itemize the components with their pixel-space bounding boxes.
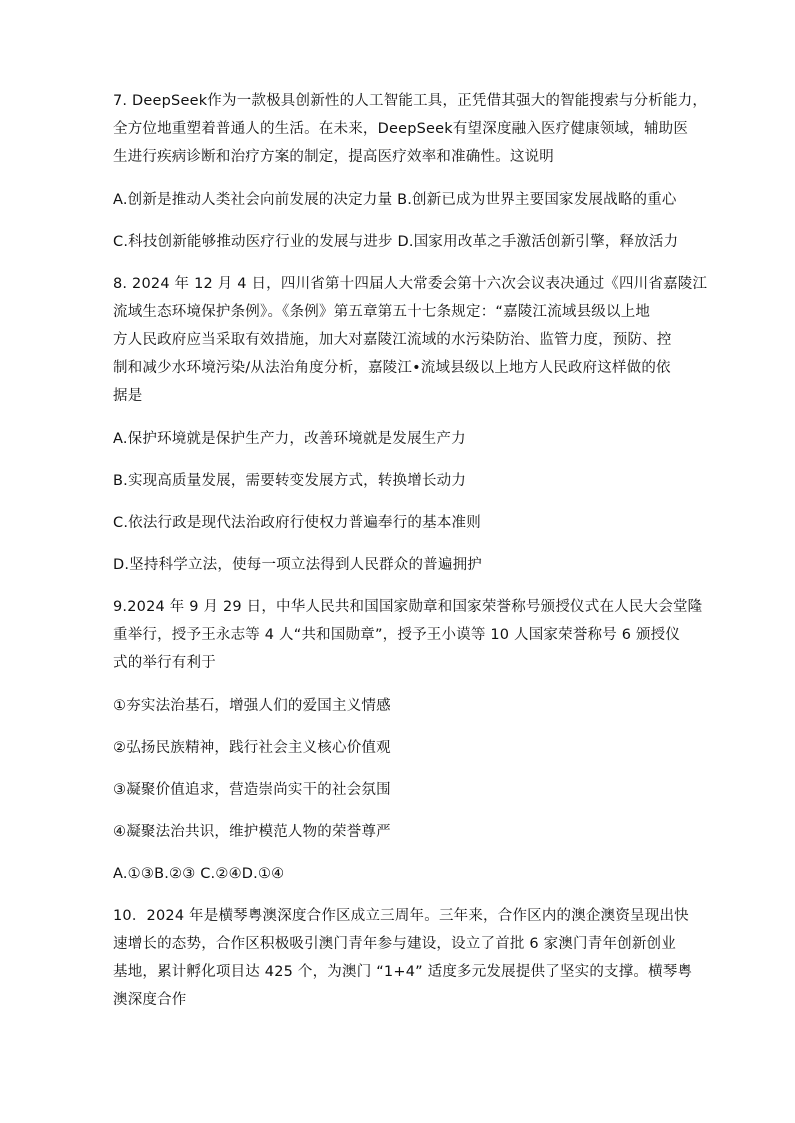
q10-stem-line-2: 速增长的态势，合作区积极吸引澳门青年参与建设，设立了首批 6 家澳门青年创新创业: [113, 936, 676, 952]
q8-option-c: C.依法行政是现代法治政府行使权力普遍奉行的基本准则: [113, 515, 481, 531]
q9-statement-1: ①夯实法治基石，增强人们的爱国主义情感: [113, 698, 391, 714]
q7-options-line-1: A.创新是推动人类社会向前发展的决定力量 B.创新已成为世界主要国家发展战略的重心: [113, 192, 677, 208]
q10-stem-line-3: 基地，累计孵化项目达 425 个，为澳门 “1+4” 适度多元发展提供了坚实的支撑。横琴粤: [113, 964, 693, 980]
q9-stem-line-1: 9.2024 年 9 月 29 日，中华人民共和国国家勋章和国家荣誉称号颁授仪式在人民大会堂隆: [113, 599, 703, 615]
q9-statement-3: ③凝聚价值追求，营造崇尚实干的社会氛围: [113, 782, 391, 798]
q10-stem-line-1: 10．2024 年是横琴粤澳深度合作区成立三周年。三年来，合作区内的澳企澳资呈现出快: [113, 908, 689, 924]
q9-statement-4: ④凝聚法治共识，维护模范人物的荣誉尊严: [113, 824, 391, 840]
q8-stem-line-4: 制和减少水环境污染/从法治角度分析，嘉陵江•流域县级以上地方人民政府这样做的依: [113, 360, 671, 376]
q8-stem-line-3: 方人民政府应当采取有效措施，加大对嘉陵江流域的水污染防治、监管力度，预防、控: [113, 332, 672, 348]
q7-stem-line-2: 全方位地重塑着普通人的生活。在未来，DeepSeek有望深度融入医疗健康领域，辅助医: [113, 121, 689, 137]
q8-stem-line-2: 流域生态环境保护条例》。《条例》第五章第五十七条规定：“嘉陵江流域县级以上地: [113, 304, 651, 320]
q8-option-b: B.实现高质量发展，需要转变发展方式，转换增长动力: [113, 473, 467, 489]
q9-stem-line-2: 重举行，授予王永志等 4 人“共和国勋章”，授予王小谟等 10 人国家荣誉称号 6 颁授仪: [113, 627, 681, 643]
q10-stem-line-4: 澳深度合作: [113, 992, 187, 1008]
q7-stem-line-3: 生进行疾病诊断和治疗方案的制定，提高医疗效率和准确性。这说明: [113, 149, 554, 165]
q9-stem-line-3: 式的举行有利于: [113, 655, 216, 671]
q8-option-a: A.保护环境就是保护生产力，改善环境就是发展生产力: [113, 431, 466, 447]
q9-options: A.①③B.②③ C.②④D.①④: [113, 866, 285, 882]
q8-stem-line-1: 8. 2024 年 12 月 4 日，四川省第十四届人大常委会第十六次会议表决通过《四川省嘉陵江: [113, 276, 708, 292]
q8-option-d: D.坚持科学立法，使每一项立法得到人民群众的普遍拥护: [113, 557, 482, 573]
q7-options-line-2: C.科技创新能够推动医疗行业的发展与进步 D.国家用改革之手激活创新引擎，释放活力: [113, 234, 679, 250]
q9-statement-2: ②弘扬民族精神，践行社会主义核心价值观: [113, 740, 391, 756]
q7-stem-line-1: 7. DeepSeek作为一款极具创新性的人工智能工具，正凭借其强大的智能搜索与分析能力，: [113, 93, 708, 109]
q8-stem-line-5: 据是: [113, 388, 143, 404]
